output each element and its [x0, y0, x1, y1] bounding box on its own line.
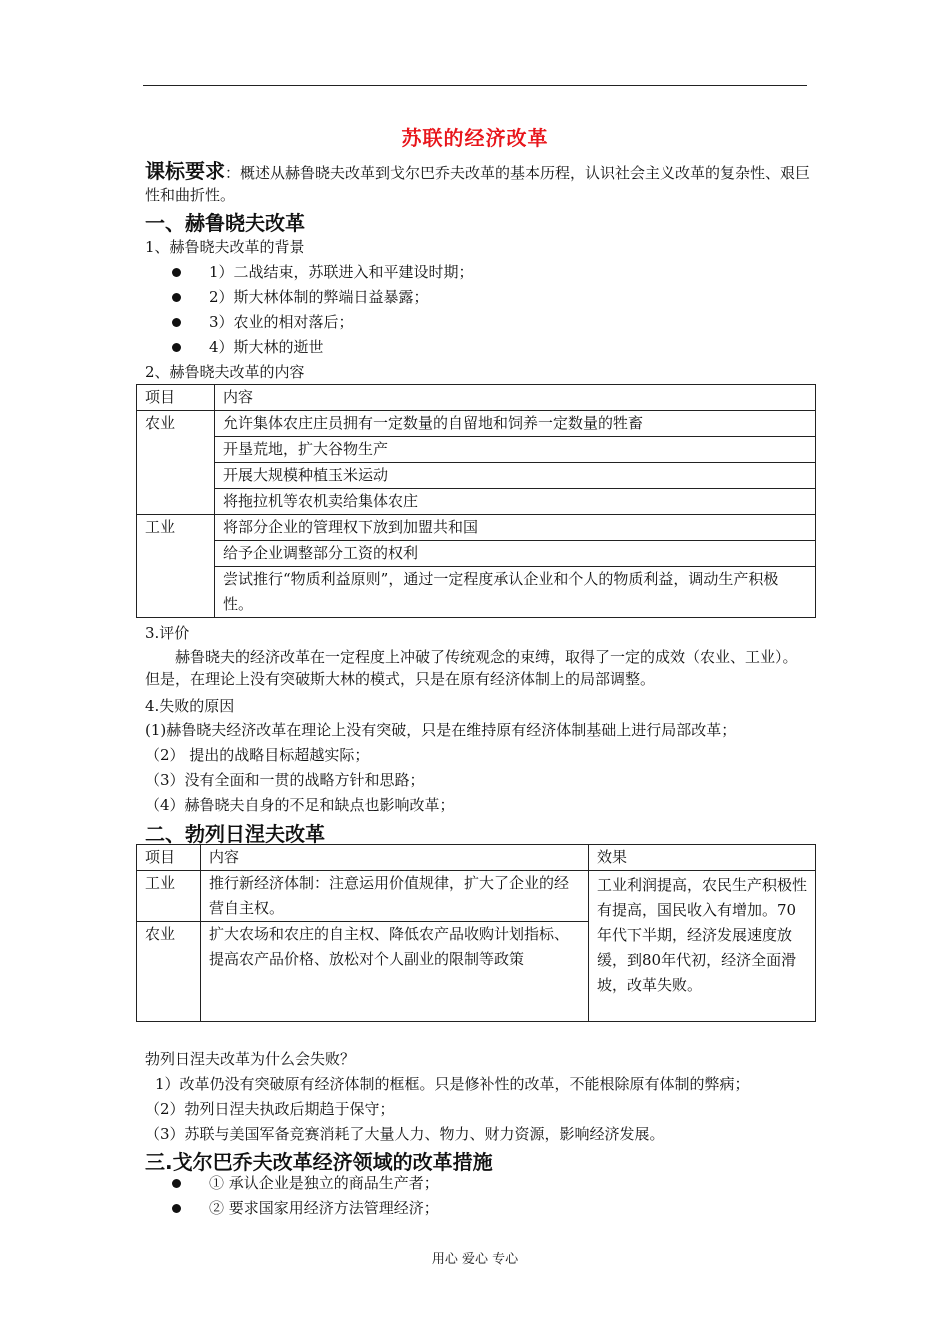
section1-content-title: 2、赫鲁晓夫改革的内容	[145, 363, 305, 381]
table-row	[137, 515, 816, 541]
evaluation-text: 赫鲁晓夫的经济改革在一定程度上冲破了传统观念的束缚，取得了一定的成效（农业、工业）。但是，在理论上没有突破斯大林的模式，只是在原有经济体制上的局部调整。	[145, 648, 798, 688]
table-cell: 允许集体农庄庄员拥有一定数量的自留地和饲养一定数量的牲畜	[215, 411, 816, 437]
brezhnev-reform-table	[136, 844, 816, 1022]
reason-item: （2）勃列日涅夫执政后期趋于保守；	[145, 1100, 395, 1118]
table-row	[137, 541, 816, 567]
table-header-content: 内容	[201, 845, 589, 871]
table-cell: 将拖拉机等农机卖给集体农庄	[215, 489, 816, 515]
table-cell: 开垦荒地，扩大谷物生产	[215, 437, 816, 463]
bullet-icon	[172, 1204, 181, 1213]
section1-background-title: 1、赫鲁晓夫改革的背景	[145, 238, 305, 256]
course-requirement	[145, 160, 810, 206]
table-cell: 扩大农场和农庄的自主权、降低农产品收购计划指标、提高农产品价格、放松对个人副业的限制等政策	[201, 922, 589, 1022]
requirement-label: 课标要求	[145, 159, 225, 183]
table-cell: 开展大规模种植玉米运动	[215, 463, 816, 489]
khrushchev-reform-table	[136, 384, 816, 618]
section1-heading: 一、赫鲁晓夫改革	[145, 211, 305, 235]
list-item: ① 承认企业是独立的商品生产者；	[172, 1172, 439, 1194]
header-rule	[143, 85, 807, 86]
table-header-effect: 效果	[589, 845, 816, 871]
requirement-text: ：概述从赫鲁晓夫改革到戈尔巴乔夫改革的基本历程，认识社会主义改革的复杂性、艰巨性和曲折性。	[145, 164, 811, 204]
failure-item: （4）赫鲁晓夫自身的不足和缺点也影响改革；	[145, 796, 455, 814]
effect-cell: 工业利润提高，农民生产积极性有提高，国民收入有增加。70年代下半期，经济发展速度放缓，到80年代初，经济全面滑坡，改革失败。	[589, 871, 816, 1022]
table-row	[137, 845, 816, 871]
section2-heading: 二、勃列日涅夫改革	[145, 822, 325, 846]
table-row	[137, 567, 816, 618]
brezhnev-question: 勃列日涅夫改革为什么会失败？	[145, 1050, 356, 1068]
table-header-content: 内容	[215, 385, 816, 411]
table-header-item: 项目	[137, 385, 215, 411]
list-item: 2）斯大林体制的弊端日益暴露；	[172, 286, 429, 308]
list-item: 3）农业的相对落后；	[172, 311, 354, 333]
table-row	[137, 385, 816, 411]
bullet-icon	[172, 268, 181, 277]
table-row	[137, 437, 816, 463]
failure-item: （2） 提出的战略目标超越实际；	[145, 746, 370, 764]
table-header-item: 项目	[137, 845, 201, 871]
failure-item: (1)赫鲁晓夫经济改革在理论上没有突破，只是在维持原有经济体制基础上进行局部改革；	[145, 721, 737, 739]
table-cell: 给予企业调整部分工资的权利	[215, 541, 816, 567]
page-footer: 用心 爱心 专心	[431, 1252, 519, 1267]
failure-item: （3）没有全面和一贯的战略方针和思路；	[145, 771, 425, 789]
table-row	[137, 871, 816, 922]
list-item: ② 要求国家用经济方法管理经济；	[172, 1197, 439, 1219]
table-row	[137, 411, 816, 437]
industry-label: 工业	[137, 515, 215, 618]
bullet-icon	[172, 318, 181, 327]
table-cell: 将部分企业的管理权下放到加盟共和国	[215, 515, 816, 541]
bullet-icon	[172, 293, 181, 302]
industry-label: 工业	[137, 871, 201, 922]
agriculture-label: 农业	[137, 922, 201, 1022]
evaluation-title: 3.评价	[145, 624, 190, 642]
agriculture-label: 农业	[137, 411, 215, 515]
table-row	[137, 489, 816, 515]
section3-heading: 三.戈尔巴乔夫改革经济领域的改革措施	[145, 1150, 493, 1174]
table-cell: 推行新经济体制：注意运用价值规律，扩大了企业的经营自主权。	[201, 871, 589, 922]
list-item: 4）斯大林的逝世	[172, 336, 324, 358]
table-row	[137, 463, 816, 489]
list-item: 1）二战结束，苏联进入和平建设时期；	[172, 261, 474, 283]
reason-item: （3）苏联与美国军备竞赛消耗了大量人力、物力、财力资源，影响经济发展。	[145, 1125, 665, 1143]
document-title: 苏联的经济改革	[401, 126, 549, 150]
bullet-icon	[172, 343, 181, 352]
bullet-icon	[172, 1179, 181, 1188]
failure-title: 4.失败的原因	[145, 697, 235, 715]
reason-item: 1）改革仍没有突破原有经济体制的框框。只是修补性的改革，不能根除原有体制的弊病；	[155, 1075, 750, 1093]
table-cell: 尝试推行“物质利益原则”，通过一定程度承认企业和个人的物质利益，调动生产积极性。	[215, 567, 816, 618]
